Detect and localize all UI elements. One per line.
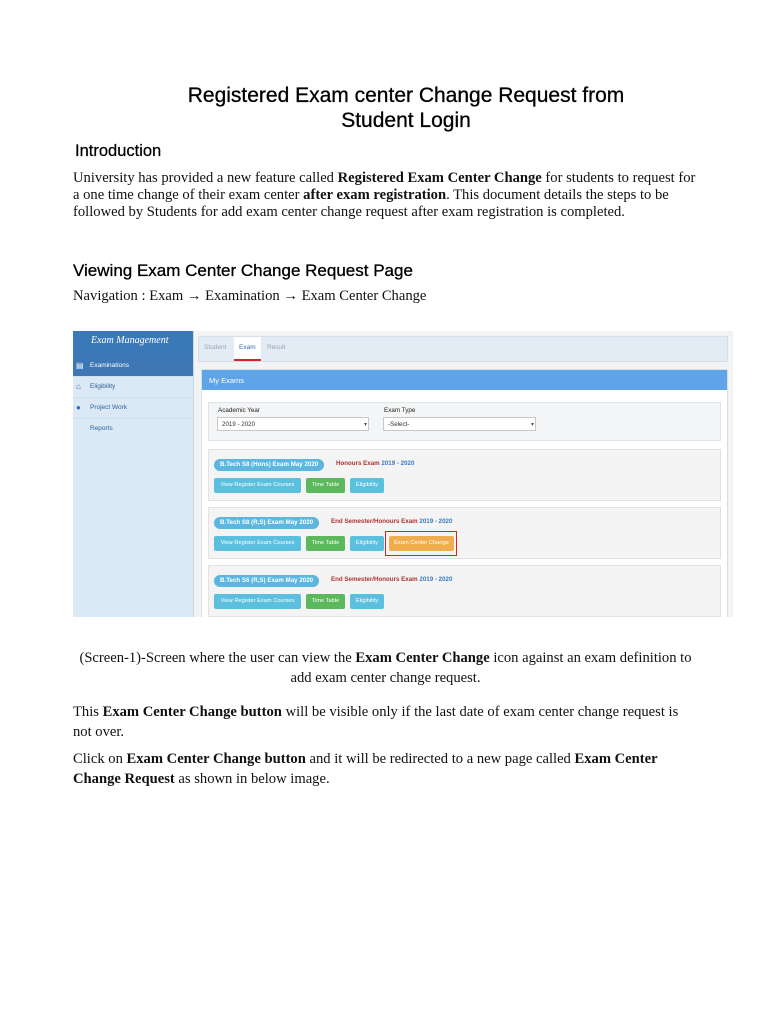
button-visibility-paragraph xyxy=(73,702,698,742)
time-table-button[interactable]: Time Table xyxy=(306,478,345,493)
sidebar-item-label: Reports xyxy=(90,425,113,432)
user-icon: ● xyxy=(76,403,81,412)
para3-bold-2: Exam Center Change Request xyxy=(73,751,658,787)
para2-text-2: will be visible only if the last date of exam center change request is not over. xyxy=(73,704,679,740)
para2-bold-1: Exam Center Change button xyxy=(102,704,282,720)
caption-bold-1: Exam Center Change xyxy=(355,650,490,666)
exam-type: Honours Exam xyxy=(336,460,380,467)
tab-bar xyxy=(198,336,728,362)
exam-card xyxy=(208,565,721,617)
para3-text-1: Click on xyxy=(73,751,127,767)
eligibility-button[interactable]: Eligibility xyxy=(350,478,384,493)
academic-year-label: Academic Year xyxy=(218,407,261,414)
exam-type: End Semester/Honours Exam xyxy=(331,518,418,525)
sidebar-item-examinations[interactable] xyxy=(73,356,193,377)
intro-text-3: . This document details the steps to be followed by Students for add exam center change request after exam registration is completed. xyxy=(73,187,669,220)
exam-type-text xyxy=(331,576,452,583)
caption-text-2: icon against an exam definition to add exam center change request. xyxy=(290,650,692,686)
para2-text-1: This xyxy=(73,704,103,720)
exam-card xyxy=(208,449,721,501)
sidebar-item-label: Examinations xyxy=(90,362,130,369)
para3-bold-1: Exam Center Change button xyxy=(126,751,306,767)
exam-year: 2019 - 2020 xyxy=(381,460,415,467)
exam-name-badge: B.Tech S6 (R,S) Exam May 2020 xyxy=(214,575,319,587)
intro-bold-1: Registered Exam Center Change xyxy=(337,170,542,186)
screenshot-exam-management xyxy=(73,331,733,617)
title-line-2: Student Login xyxy=(341,109,471,132)
eligibility-button[interactable]: Eligibility xyxy=(350,594,384,609)
navigation-path: Navigation : Exam → Examination → Exam Center Change xyxy=(73,288,427,304)
exam-year: 2019 - 2020 xyxy=(419,576,453,583)
sidebar-item-eligibility[interactable] xyxy=(73,377,193,398)
document-title xyxy=(100,83,712,133)
sidebar-item-label: Project Work xyxy=(90,404,128,411)
introduction-paragraph xyxy=(73,170,698,221)
sidebar-item-reports[interactable] xyxy=(73,419,193,439)
intro-text-1: University has provided a new feature called xyxy=(73,170,338,186)
view-register-exam-courses-button[interactable]: View Register Exam Courses xyxy=(214,594,301,609)
exam-type-text xyxy=(331,518,452,525)
section-heading: Viewing Exam Center Change Request Page xyxy=(73,261,413,280)
sidebar-item-label: Eligibility xyxy=(90,383,116,390)
view-register-exam-courses-button[interactable]: View Register Exam Courses xyxy=(214,478,301,493)
introduction-heading: Introduction xyxy=(75,142,162,160)
time-table-button[interactable]: Time Table xyxy=(306,536,345,551)
view-register-exam-courses-button[interactable]: View Register Exam Courses xyxy=(214,536,301,551)
panel-title: My Exams xyxy=(202,370,727,390)
academic-year-select[interactable] xyxy=(217,417,369,431)
sidebar-item-project-work[interactable] xyxy=(73,398,193,419)
exam-name-badge: B.Tech S8 (R,S) Exam May 2020 xyxy=(214,517,319,529)
exam-type: End Semester/Honours Exam xyxy=(331,576,418,583)
tab-student[interactable]: Student xyxy=(204,344,227,351)
exam-year: 2019 - 2020 xyxy=(419,518,453,525)
highlight-box xyxy=(385,531,457,556)
sidebar-header: Exam Management xyxy=(73,331,193,356)
academic-year-value: 2019 - 2020 xyxy=(222,421,256,428)
main-content xyxy=(198,336,728,617)
intro-text-2: for students to request for a one time change of their exam center xyxy=(73,170,696,203)
exam-type-text xyxy=(336,460,414,467)
intro-bold-2: after exam registration xyxy=(303,187,447,203)
exam-type-select[interactable] xyxy=(383,417,536,431)
para3-text-3: as shown in below image. xyxy=(174,771,330,787)
sidebar xyxy=(73,331,194,617)
tab-result[interactable]: Result xyxy=(267,344,286,351)
caption-text-1: (Screen-1)-Screen where the user can view the xyxy=(79,650,356,666)
exam-name-badge: B.Tech S8 (Hons) Exam May 2020 xyxy=(214,459,324,471)
screenshot-caption xyxy=(73,648,698,688)
filter-bar xyxy=(208,402,721,441)
time-table-button[interactable]: Time Table xyxy=(306,594,345,609)
tab-exam[interactable]: Exam xyxy=(234,337,261,361)
chevron-down-icon: ▾ xyxy=(363,422,367,428)
title-line-1: Registered Exam center Change Request from xyxy=(187,84,625,107)
exam-card xyxy=(208,507,721,559)
para3-text-2: and it will be redirected to a new page called xyxy=(305,751,575,767)
click-instruction-paragraph xyxy=(73,749,698,789)
eligibility-button[interactable]: Eligibility xyxy=(350,536,384,551)
my-exams-panel xyxy=(201,369,728,617)
exam-type-label: Exam Type xyxy=(384,407,416,414)
chevron-down-icon: ▾ xyxy=(530,422,534,428)
exam-center-change-button[interactable]: Exam Center Change xyxy=(389,536,454,551)
list-icon: ▤ xyxy=(76,361,84,370)
exam-type-value: -Select- xyxy=(388,421,410,428)
home-icon: ⌂ xyxy=(76,382,81,391)
